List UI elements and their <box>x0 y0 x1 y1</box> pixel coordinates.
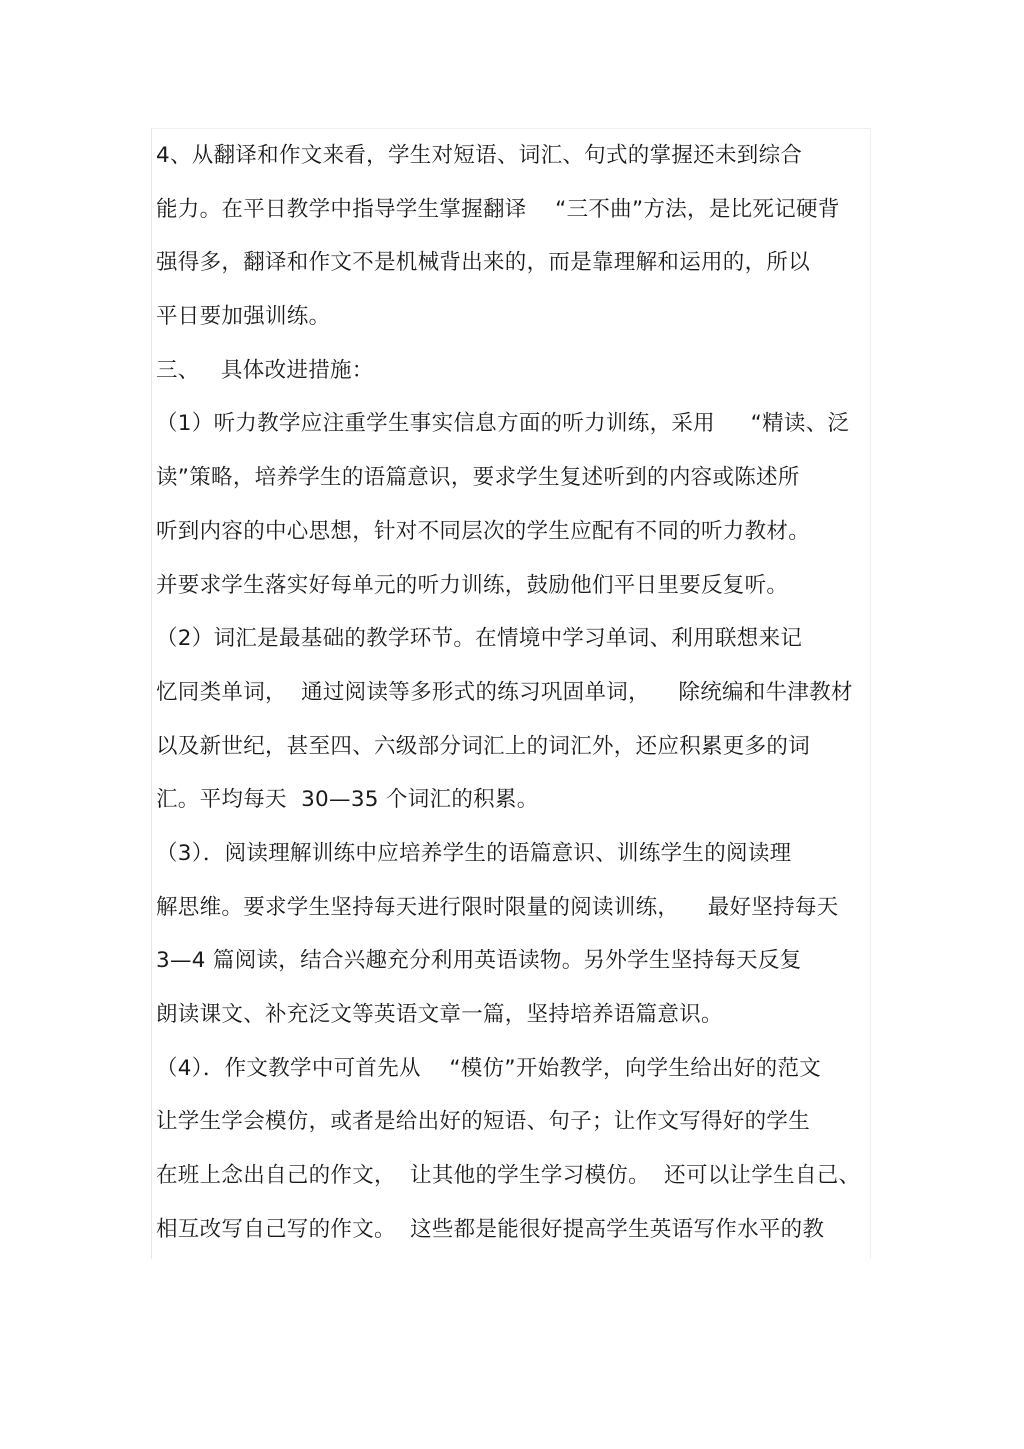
text-line: 平日要加强训练。 <box>156 304 331 330</box>
text-line: 解思维。要求学生坚持每天进行限时限量的阅读训练， 最好坚持每天 <box>156 894 839 920</box>
text-line: 4、从翻译和作文来看，学生对短语、词汇、句式的掌握还未到综合 <box>156 143 803 168</box>
text-line: 听到内容的中心思想，针对不同层次的学生应配有不同的听力教材。 <box>156 518 811 544</box>
section-heading: 三、 具体改进措施： <box>156 357 374 383</box>
text-line: 3—4 篇阅读，结合兴趣充分利用英语读物。另外学生坚持每天反复 <box>156 948 802 974</box>
text-line: （2）词汇是最基础的教学环节。在情境中学习单词、利用联想来记 <box>156 626 803 652</box>
text-line: 读”策略，培养学生的语篇意识，要求学生复述听到的内容或陈述所 <box>156 465 800 491</box>
text-line: 忆同类单词， 通过阅读等多形式的练习巩固单词， 除统编和牛津教材 <box>156 679 853 705</box>
text-line: （4）．作文教学中可首先从 “模仿”开始教学，向学生给出好的范文 <box>156 1055 822 1081</box>
text-line: 强得多，翻译和作文不是机械背出来的，而是靠理解和运用的，所以 <box>156 250 811 276</box>
text-line: （1）听力教学应注重学生事实信息方面的听力训练，采用 “精读、泛 <box>156 411 850 437</box>
text-line: 能力。在平日教学中指导学生掌握翻译 “三不曲”方法，是比死记硬背 <box>156 196 840 222</box>
text-line: 并要求学生落实好每单元的听力训练，鼓励他们平日里要反复听。 <box>156 572 789 598</box>
text-line: 相互改写自己写的作文。 这些都是能很好提高学生英语写作水平的教 <box>156 1216 825 1242</box>
document-body <box>156 134 872 1261</box>
text-line: 让学生学会模仿，或者是给出好的短语、句子；让作文写得好的学生 <box>156 1109 811 1135</box>
text-line: 汇。平均每天 30—35 个词汇的积累。 <box>156 787 539 813</box>
text-line: 朗读课文、补充泛文等英语文章一篇，坚持培养语篇意识。 <box>156 1002 723 1027</box>
text-line: （3）．阅读理解训练中应培养学生的语篇意识、训练学生的阅读理 <box>156 840 792 866</box>
text-line: 在班上念出自己的作文， 让其他的学生学习模仿。 还可以让学生自己、 <box>156 1163 861 1189</box>
text-line: 以及新世纪，甚至四、六级部分词汇上的词汇外，还应积累更多的词 <box>156 733 811 759</box>
